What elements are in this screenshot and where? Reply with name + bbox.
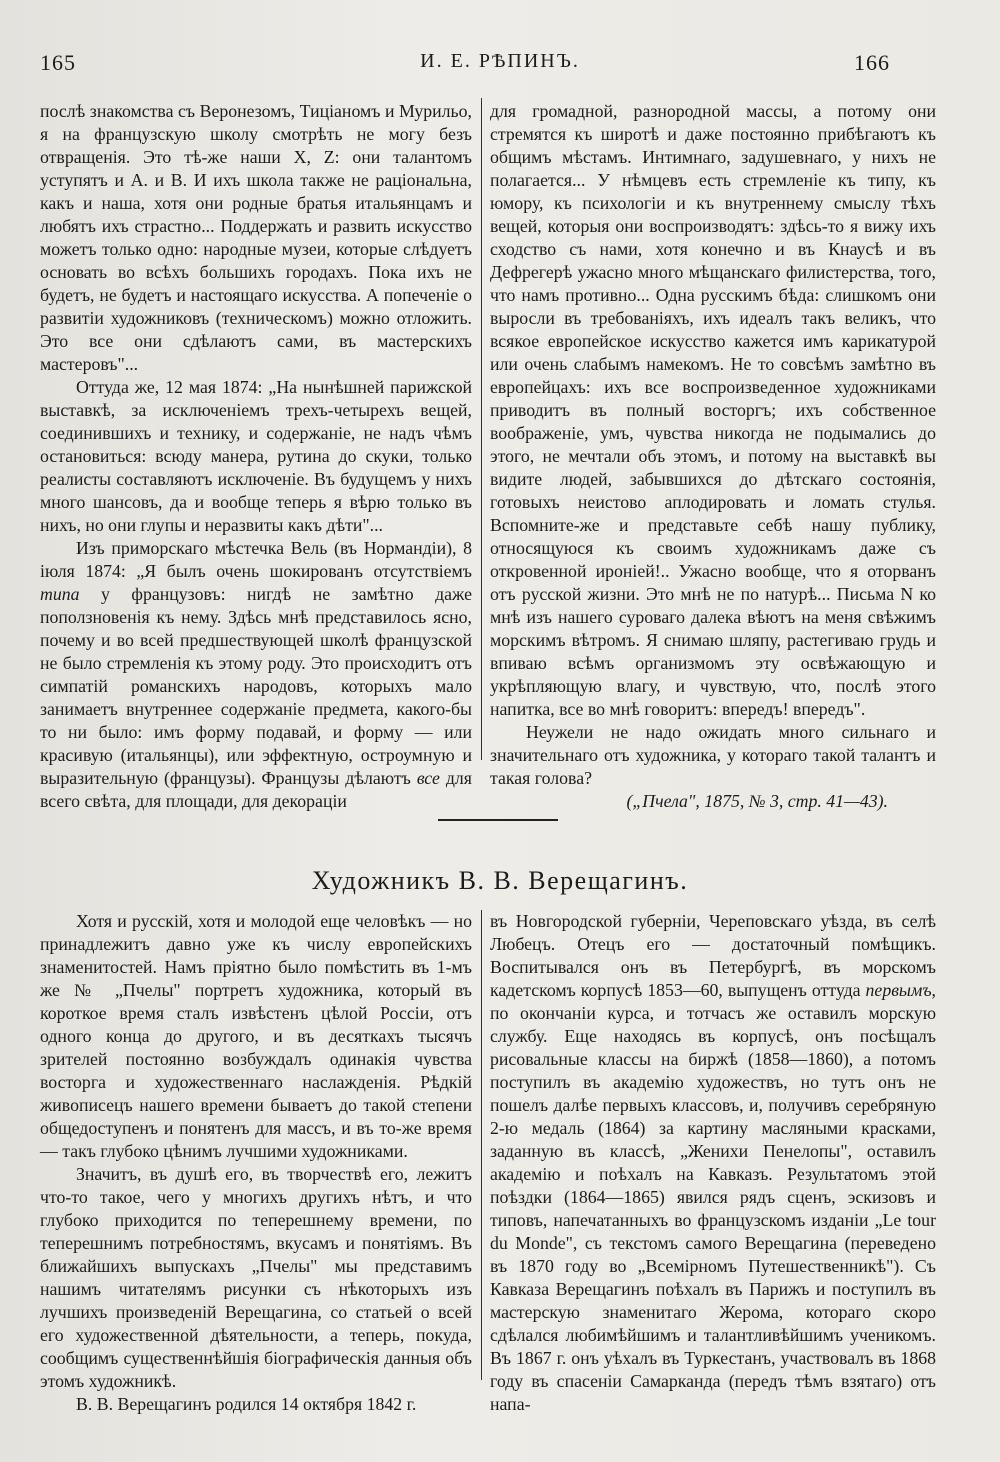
letters-paragraph: Оттуда же, 12 мая 1874: „На нынѣшней парижской выставкѣ, за исключеніемъ трехъ-четырехъ вещей, соединившихъ и технику, и содержаніе, не надъ чѣмъ остановиться: всюду манера, рутина до скуки, только реалисты составляютъ исключеніе. Въ будущемъ у нихъ много шансовъ, да и вообще теперь я вѣрю только въ нихъ, но они глупы и неразвиты какъ дѣти"... <box>40 377 472 535</box>
letters-paragraph <box>40 537 472 813</box>
article-column-left <box>40 910 472 1416</box>
running-title: И. Е. РѢПИНЪ. <box>420 50 580 72</box>
text-run: у французовъ: нигдѣ не замѣтно даже поползновенія къ нему. Здѣсь мнѣ представилось ясно, почему и во всей предшествующей школѣ французской не было стремленія къ этому роду. Это происходитъ отъ симпатій романскихъ народовъ, которыхъ мало занимаетъ внутреннее содержаніе предмета, какого-бы то ни было: имъ форму подавай, и форму — или красивую (итальянцы), или эффектную, остроумную и выразительную (французы). Французы дѣлаютъ <box>40 584 472 788</box>
emphasis-text: все <box>416 768 440 788</box>
text-run: для всего свѣта, для площади, для декораціи <box>40 768 472 811</box>
letters-paragraph: для громадной, разнородной массы, а потому они стремятся къ широтѣ и даже постоянно прибѣгаютъ къ общимъ мѣстамъ. Интимнаго, задушевнаго, у нихъ не полагается... У нѣмцевъ есть стремленіе къ типу, къ юмору, къ психологіи и къ внутреннему смыслу тѣхъ вещей, которыя они воспроизводятъ: здѣсь-то я вижу ихъ сходство съ нами, хотя конечно и въ Кнаусѣ и въ Дефрегерѣ ужасно много мѣщанскаго филистерства, того, что намъ противно... Одна русскимъ бѣда: слишкомъ они выросли въ требованіяхъ, ихъ идеалъ такъ великъ, что всякое европейское искусство кажется имъ карикатурой или очень слабымъ намекомъ. Не то совсѣмъ замѣтно въ европейцахъ: ихъ все воспроизведенное художниками приводитъ въ полный восторгъ; ихъ собственное воображеніе, умъ, чувства никогда не подымались до этого, не мечтали объ этомъ, и потому на выставкѣ вы видите людей, забывшихся до дѣтскаго состоянія, готовыхъ неистово аплодировать и ломать стулья. Вспомните-же и представьте себѣ нашу публику, относящуюся къ своимъ художникамъ даже съ откровенной ироніей!.. Ужасно вообще, что я оторванъ отъ русской жизни. Это мнѣ не по натурѣ... Письма N ко мнѣ изъ нашего суроваго далека вѣютъ на меня свѣжимъ морскимъ вѣтромъ. Я снимаю шляпу, растегиваю грудь и впиваю всѣмъ организмомъ эту освѣжающую и укрѣпляющую влагу, и чувствую, что, послѣ этого напитка, все во мнѣ говоритъ: впередъ! впередъ". <box>490 101 936 719</box>
letters-paragraph: Неужели не надо ожидать много сильнаго и значительнаго отъ художника, у котораго такой талантъ и такая голова? <box>490 722 936 788</box>
letters-column-right <box>490 100 936 813</box>
letters-column-left <box>40 100 472 813</box>
source-citation: („Пчела", 1875, № 3, стр. 41—43). <box>626 791 888 811</box>
text-run: въ Новгородской губерніи, Череповскаго уѣзда, въ селѣ Любецъ. Отецъ его — достаточный помѣщикъ. Воспитывался онъ въ Петербургѣ, въ морскомъ кадетскомъ корпусѣ 1853—60, выпущенъ оттуда <box>490 911 936 1000</box>
article-paragraph <box>490 910 936 1416</box>
article-paragraph: Значитъ, въ душѣ его, въ творчествѣ его, лежитъ что-то такое, чего у многихъ другихъ нѣтъ, и что глубоко приходится по теперешнему времени, по теперешнимъ потребностямъ, вкусамъ и понятіямъ. Въ ближайшихъ выпускахъ „Пчелы" мы представимъ нашимъ читателямъ рисунки съ нѣкоторыхъ изъ лучшихъ произведеній Верещагина, со статьей о всей его художественной дѣятельности, а теперь, покуда, сообщимъ существеннѣйшія біографическія данныя объ этомъ художникѣ. <box>40 1164 472 1391</box>
emphasis-text: типа <box>40 584 80 604</box>
emphasis-text: первымъ <box>865 980 932 1000</box>
page-number-right: 166 <box>854 50 890 75</box>
article-paragraph: Хотя и русскій, хотя и молодой еще человѣкъ — но принадлежитъ давно уже къ числу европейскихъ знаменитостей. Намъ пріятно было помѣстить въ 1-мъ же № „Пчелы" портретъ художника, который въ короткое время сталъ извѣстенъ цѣлой Россіи, отъ одного конца до другого, и въ десяткахъ тысячъ зрителей постоянно возбуждалъ одинакія чувства восторга и художественнаго наслажденія. Рѣдкій живописецъ нашего времени бываетъ до такой степени общедоступенъ и понятенъ для массъ, и въ то-же время — такъ глубоко цѣнимъ лучшими художниками. <box>40 911 472 1161</box>
article-paragraph: В. В. Верещагинъ родился 14 октября 1842 г. <box>76 1394 417 1414</box>
article-column-right <box>490 910 936 1416</box>
text-run: Изъ приморскаго мѣстечка Вель (въ Нормандіи), 8 іюля 1874: „Я былъ очень шокированъ отсутствіемъ <box>40 538 472 581</box>
column-rule <box>481 910 482 1380</box>
text-run: , по окончаніи курса, и тотчасъ же оставилъ морскую службу. Еще находясь въ корпусѣ, онъ посѣщалъ рисовальные классы на биржѣ (1858—1860), а потомъ поступилъ въ академію художествъ, но тутъ онъ не пошелъ далѣе первыхъ классовъ, и, получивъ серебряную 2-ю медаль (1864) за картину масляными красками, заданную въ классѣ, „Женихи Пенелопы", оставилъ академію и поѣхалъ на Кавказъ. Результатомъ этой поѣздки (1864—1865) явился рядъ сценъ, эскизовъ и типовъ, напечатанныхъ во французскомъ изданіи „Le tour du Monde", съ текстомъ самого Верещагина (переведено въ 1870 году во „Всемірномъ Путешественникѣ"). Съ Кавказа Верещагинъ поѣхалъ въ Парижъ и поступилъ въ мастерскую знаменитаго Жерома, котораго скоро сдѣлался любимѣйшимъ и талантливѣйшимъ ученикомъ. Въ 1867 г. онъ уѣхалъ въ Туркестанъ, участвовалъ въ 1868 году въ спасеніи Самарканда (передъ тѣмъ взятаго) отъ напа- <box>490 980 936 1414</box>
page-number-left: 165 <box>40 50 76 75</box>
letters-paragraph: послѣ знакомства съ Веронезомъ, Тиціаномъ и Мурильо, я на французскую школу смотрѣть не могу безъ отвращенія. Это тѣ-же наши X, Z: они талантомъ уступятъ и А. и В. И ихъ школа также не раціональна, какъ и наша, хотя они родные братья итальянцамъ и любятъ ихъ страстно... Поддержать и развить искусство можетъ только одно: народные музеи, которые слѣдуетъ основать во всѣхъ большихъ городахъ. Пока ихъ не будетъ, не будетъ и настоящаго искусства. А попеченіе о развитіи художниковъ (техническомъ) можно отложить. Это все они сдѣлаютъ сами, въ мастерскихъ мастеровъ"... <box>40 101 472 374</box>
running-head <box>40 44 960 84</box>
section-divider <box>438 819 558 821</box>
article-title: Художникъ В. В. Верещагинъ. <box>311 866 689 895</box>
column-rule <box>481 98 482 760</box>
